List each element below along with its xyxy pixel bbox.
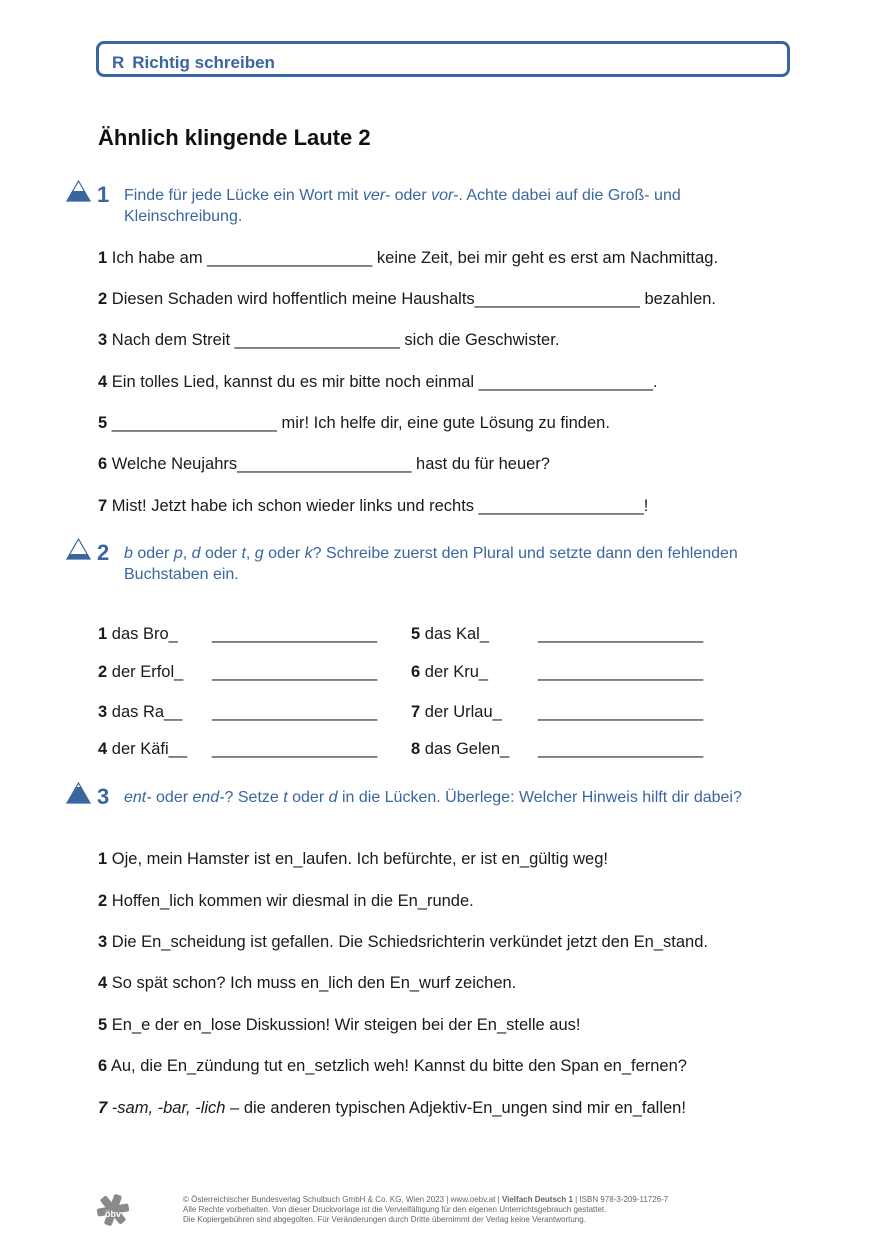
item-text: __________________ mir! Ich helfe dir, eine gute Lösung zu finden. (111, 414, 610, 432)
difficulty-pyramid-icon (66, 180, 91, 202)
task-1-item (98, 414, 610, 433)
item-number: 6 (98, 1057, 108, 1075)
task-2-item: 1 das Bro_ (98, 625, 178, 643)
item-number: 1 (98, 249, 108, 267)
item-number: 3 (98, 933, 108, 951)
task-1-item (98, 290, 716, 309)
publisher-logo-icon (96, 1193, 130, 1227)
section-header (112, 53, 275, 73)
task-2-item: 3 das Ra__ (98, 703, 183, 721)
item-number: 6 (98, 455, 108, 473)
item-text: Ich habe am __________________ keine Zeit, bei mir geht es erst am Nachmittag. (111, 249, 719, 267)
task-1-item (98, 373, 658, 392)
section-letter: R (112, 53, 125, 72)
task-1-number: 1 (97, 182, 110, 207)
task-2-instruction: b oder p, d oder t, g oder k? Schreibe zuerst den Plural und setzte dann den fehlenden Buchstaben ein. (124, 545, 738, 583)
task-3-item (98, 892, 474, 911)
task-1-item (98, 249, 718, 268)
task-2-item: 4 der Käfi__ (98, 740, 187, 758)
item-text: Welche Neujahrs___________________ hast du für heuer? (111, 455, 550, 473)
answer-blank: __________________ (212, 740, 378, 758)
task-1-item (98, 331, 559, 350)
task-3-item (98, 974, 516, 993)
task-2-item: 8 das Gelen_ (411, 740, 510, 758)
difficulty-pyramid-icon (66, 782, 91, 804)
item-text: Au, die En_zündung tut en_setzlich weh! Kannst du bitte den Span en_fernen? (110, 1057, 687, 1075)
task-3-item (98, 933, 708, 952)
item-text: Hoffen_lich kommen wir diesmal in die En_runde. (111, 892, 474, 910)
item-number: 5 (98, 414, 108, 432)
task-2-item: 5 das Kal_ (411, 625, 489, 643)
item-number: 2 (98, 290, 108, 308)
item-text: Oje, mein Hamster ist en_laufen. Ich befürchte, er ist en_gültig weg! (111, 850, 608, 868)
item-number: 4 (98, 373, 108, 391)
item-text: Nach dem Streit __________________ sich die Geschwister. (111, 331, 560, 349)
item-number: 3 (98, 331, 108, 349)
item-text: Diesen Schaden wird hoffentlich meine Haushalts__________________ bezahlen. (111, 290, 717, 308)
item-number: 1 (98, 850, 108, 868)
item-number: 7 (98, 497, 108, 515)
answer-blank: __________________ (538, 703, 704, 721)
copyright-footer: © Österreichischer Bundesverlag Schulbuch GmbH & Co. KG, Wien 2023 | www.oebv.at | Vielfach Deutsch 1 | ISBN 978-3-209-11726-7 Alle Rechte vorbehalten. Von dieser Druckvorlage ist die Vervielfältigung für den eigenen Unterrichtsgebrauch gestattet. Die Kopiergebühren sind abgegolten. Für Veränderungen durch Dritte übernimmt der Verlag keine Verantwortung. (183, 1195, 669, 1224)
task-2-item: 6 der Kru_ (411, 663, 489, 681)
task-3-instruction: ent- oder end-? Setze t oder d in die Lücken. Überlege: Welcher Hinweis hilft dir dabei? (124, 789, 742, 806)
item-text: Ein tolles Lied, kannst du es mir bitte noch einmal ___________________. (111, 373, 658, 391)
item-text: Die En_scheidung ist gefallen. Die Schiedsrichterin verkündet jetzt den En_stand. (111, 933, 708, 951)
task-2-item: 7 der Urlau_ (411, 703, 502, 721)
item-number: 4 (98, 974, 108, 992)
page-title: Ähnlich klingende Laute 2 (98, 125, 371, 150)
item-number: 2 (98, 892, 108, 910)
answer-blank: __________________ (538, 740, 704, 758)
task-2-number: 2 (97, 540, 110, 565)
answer-blank: __________________ (538, 625, 704, 643)
task-3-item (98, 850, 608, 869)
answer-blank: __________________ (212, 703, 378, 721)
item-number: 5 (98, 1016, 108, 1034)
answer-blank: __________________ (212, 625, 378, 643)
section-header-box (96, 41, 790, 77)
task-3-number: 3 (97, 784, 110, 809)
task-1-item (98, 497, 648, 516)
task-3-item (98, 1057, 687, 1076)
svg-text:öbv: öbv (104, 1209, 122, 1219)
section-title: Richtig schreiben (132, 53, 275, 72)
task-1-item (98, 455, 550, 474)
answer-blank: __________________ (212, 663, 378, 681)
item-text: En_e der en_lose Diskussion! Wir steigen bei der En_stelle aus! (111, 1016, 581, 1034)
difficulty-pyramid-icon (66, 538, 91, 560)
task-2-item: 2 der Erfol_ (98, 663, 184, 681)
task-1-instruction: Finde für jede Lücke ein Wort mit ver- oder vor-. Achte dabei auf die Groß- und Kleinschreibung. (124, 187, 681, 225)
task-3-item (98, 1016, 580, 1035)
item-text: Mist! Jetzt habe ich schon wieder links und rechts __________________! (111, 497, 649, 515)
task-3-item-7: 7 -sam, -bar, -lich – die anderen typischen Adjektiv-En_ungen sind mir en_fallen! (98, 1099, 686, 1117)
answer-blank: __________________ (538, 663, 704, 681)
item-text: So spät schon? Ich muss en_lich den En_wurf zeichen. (111, 974, 517, 992)
